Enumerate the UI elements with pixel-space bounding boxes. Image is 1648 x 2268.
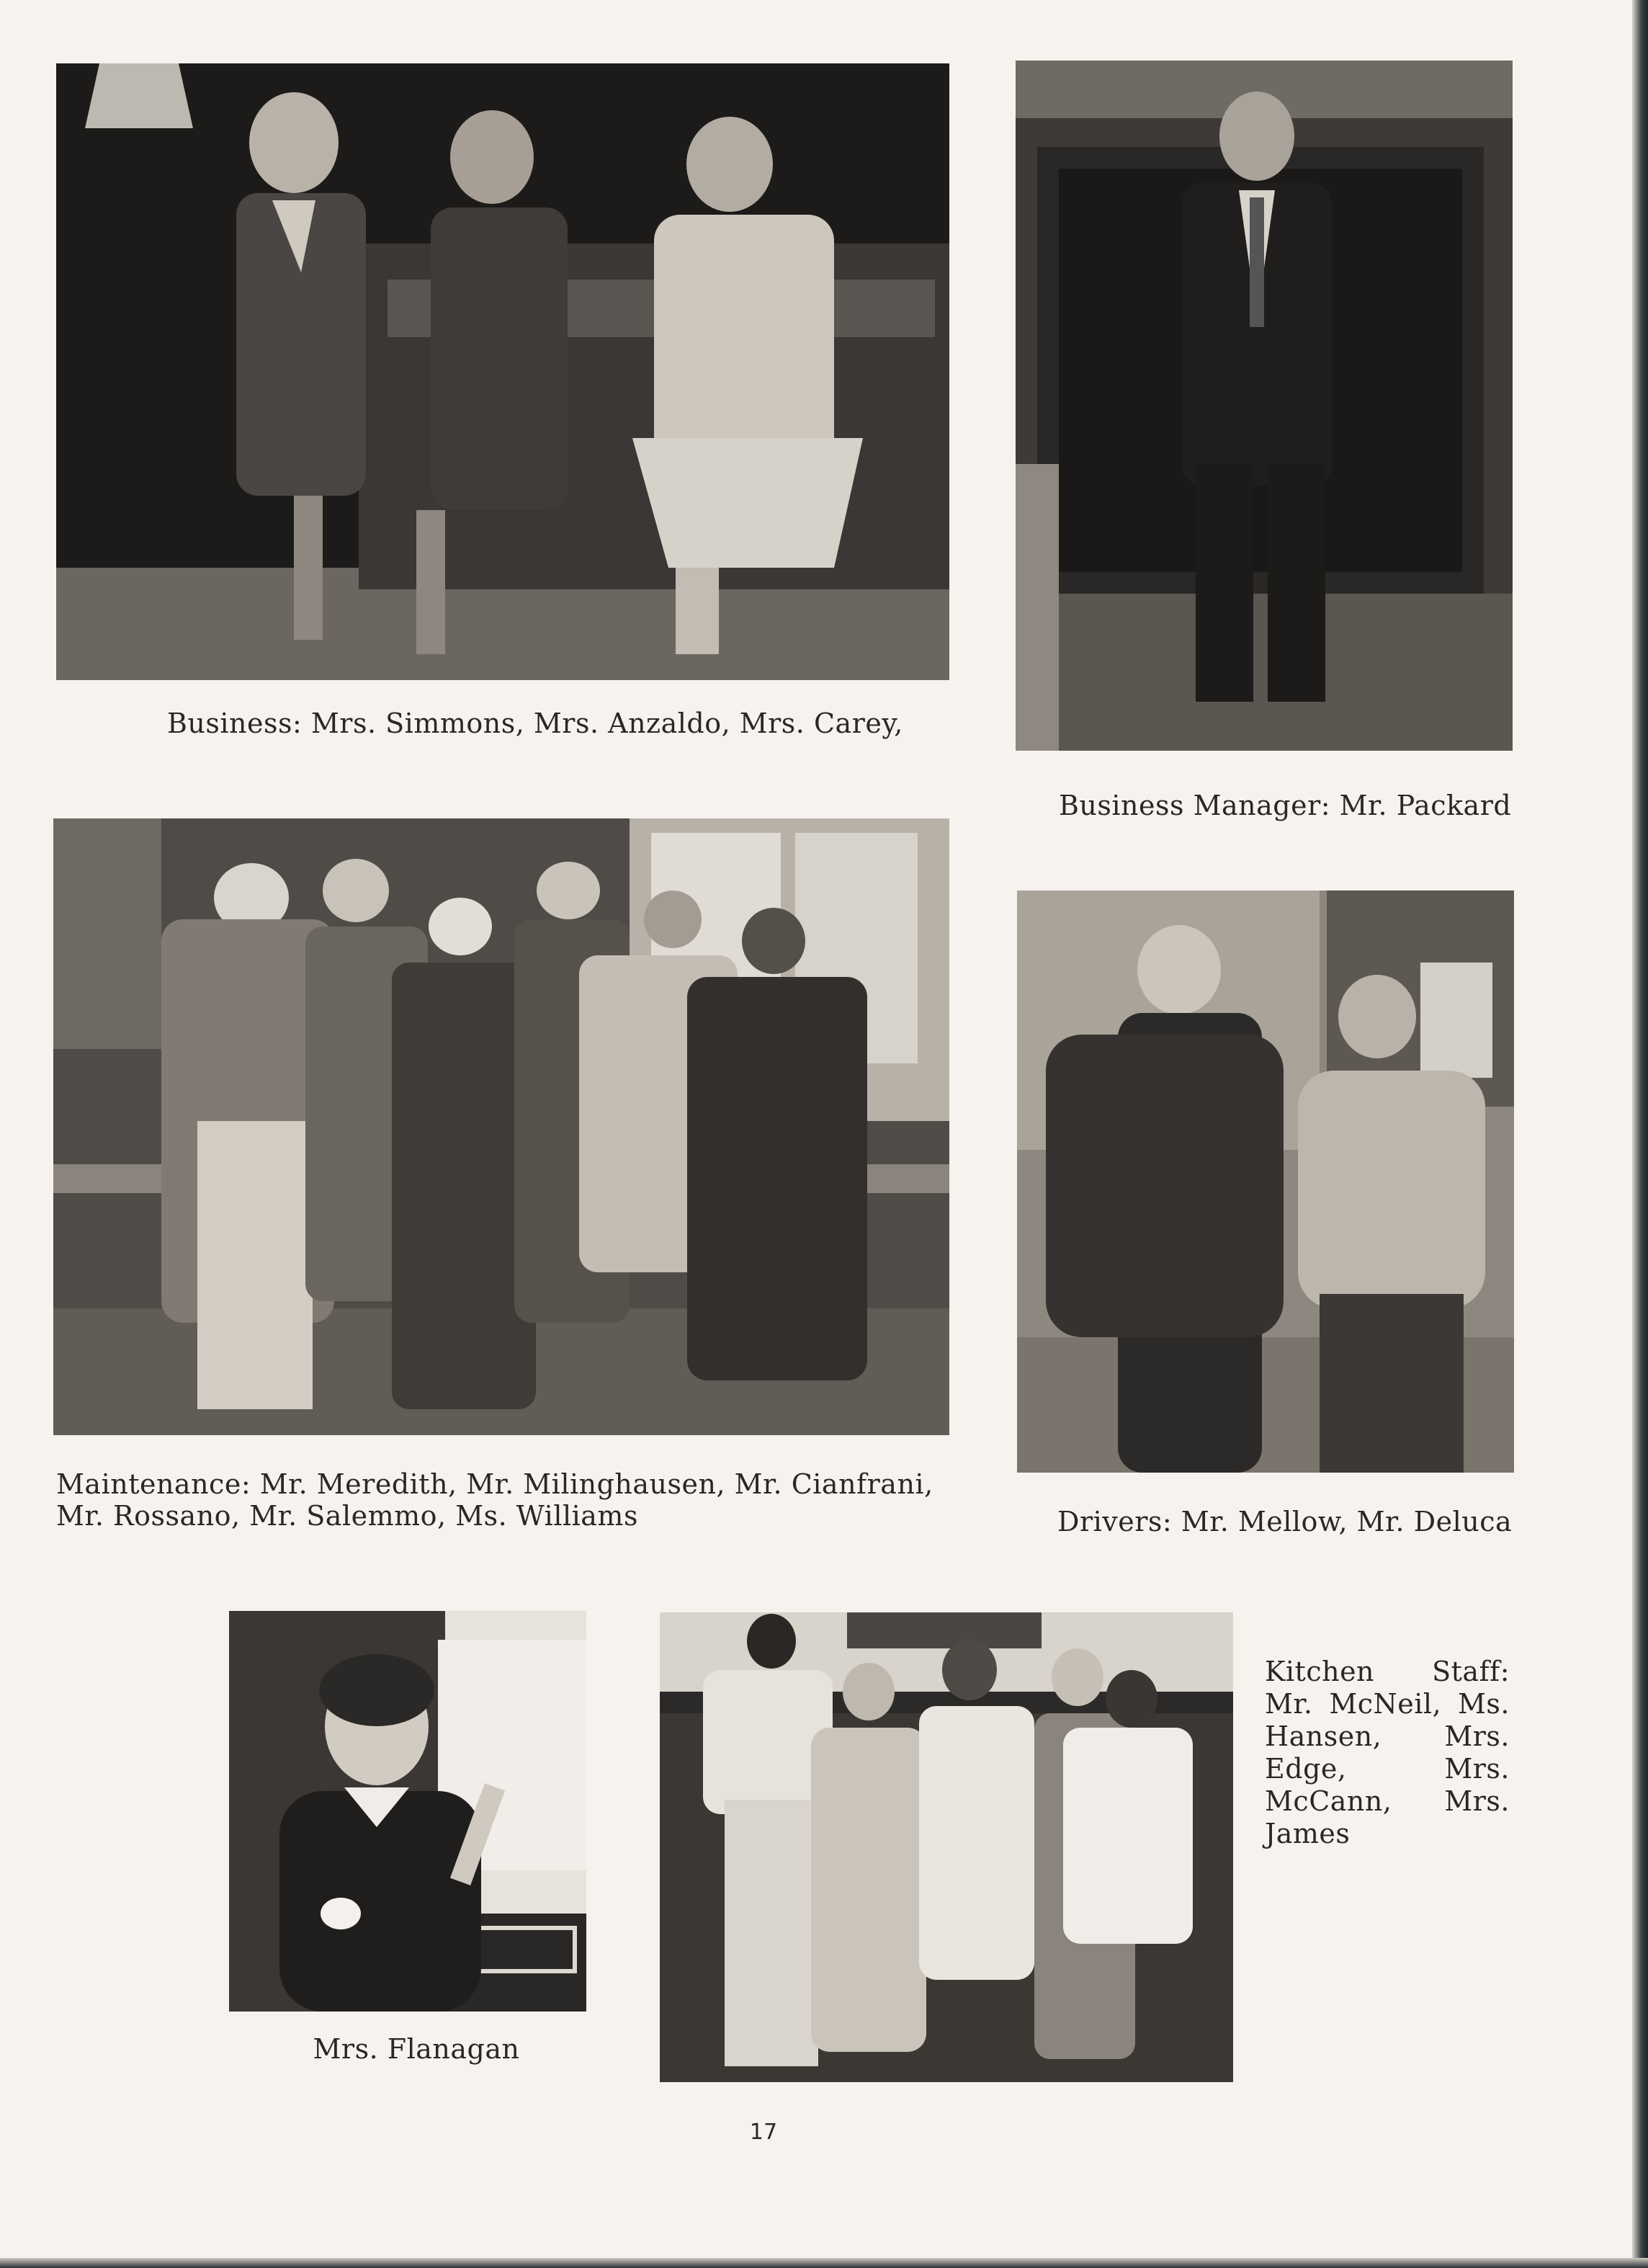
- kitchen-staff-photo: [660, 1612, 1233, 2082]
- kitchen-staff-caption: Kitchen Staff: Mr. McNeil, Ms. Hansen, Mrs. Edge, Mrs. McCann, Mrs. James: [1265, 1656, 1510, 1849]
- business-manager-caption: Business Manager: Mr. Packard: [1059, 790, 1512, 821]
- drivers-photo: [1017, 890, 1514, 1473]
- page-number: 17: [749, 2120, 778, 2145]
- maintenance-caption: Maintenance: Mr. Meredith, Mr. Milinghausen, Mr. Cianfrani, Mr. Rossano, Mr. Salemmo, Ms. Williams: [56, 1468, 933, 1532]
- business-manager-photo: [1016, 61, 1513, 751]
- maintenance-staff-photo: [53, 818, 949, 1435]
- business-caption: Business: Mrs. Simmons, Mrs. Anzaldo, Mrs. Carey,: [167, 707, 903, 739]
- flanagan-photo: [229, 1611, 586, 2012]
- page-edge: [1632, 0, 1648, 2268]
- flanagan-caption: Mrs. Flanagan: [313, 2033, 520, 2065]
- page-bottom-edge: [0, 2258, 1648, 2268]
- drivers-caption: Drivers: Mr. Mellow, Mr. Deluca: [1057, 1506, 1513, 1537]
- business-staff-photo: [56, 63, 949, 680]
